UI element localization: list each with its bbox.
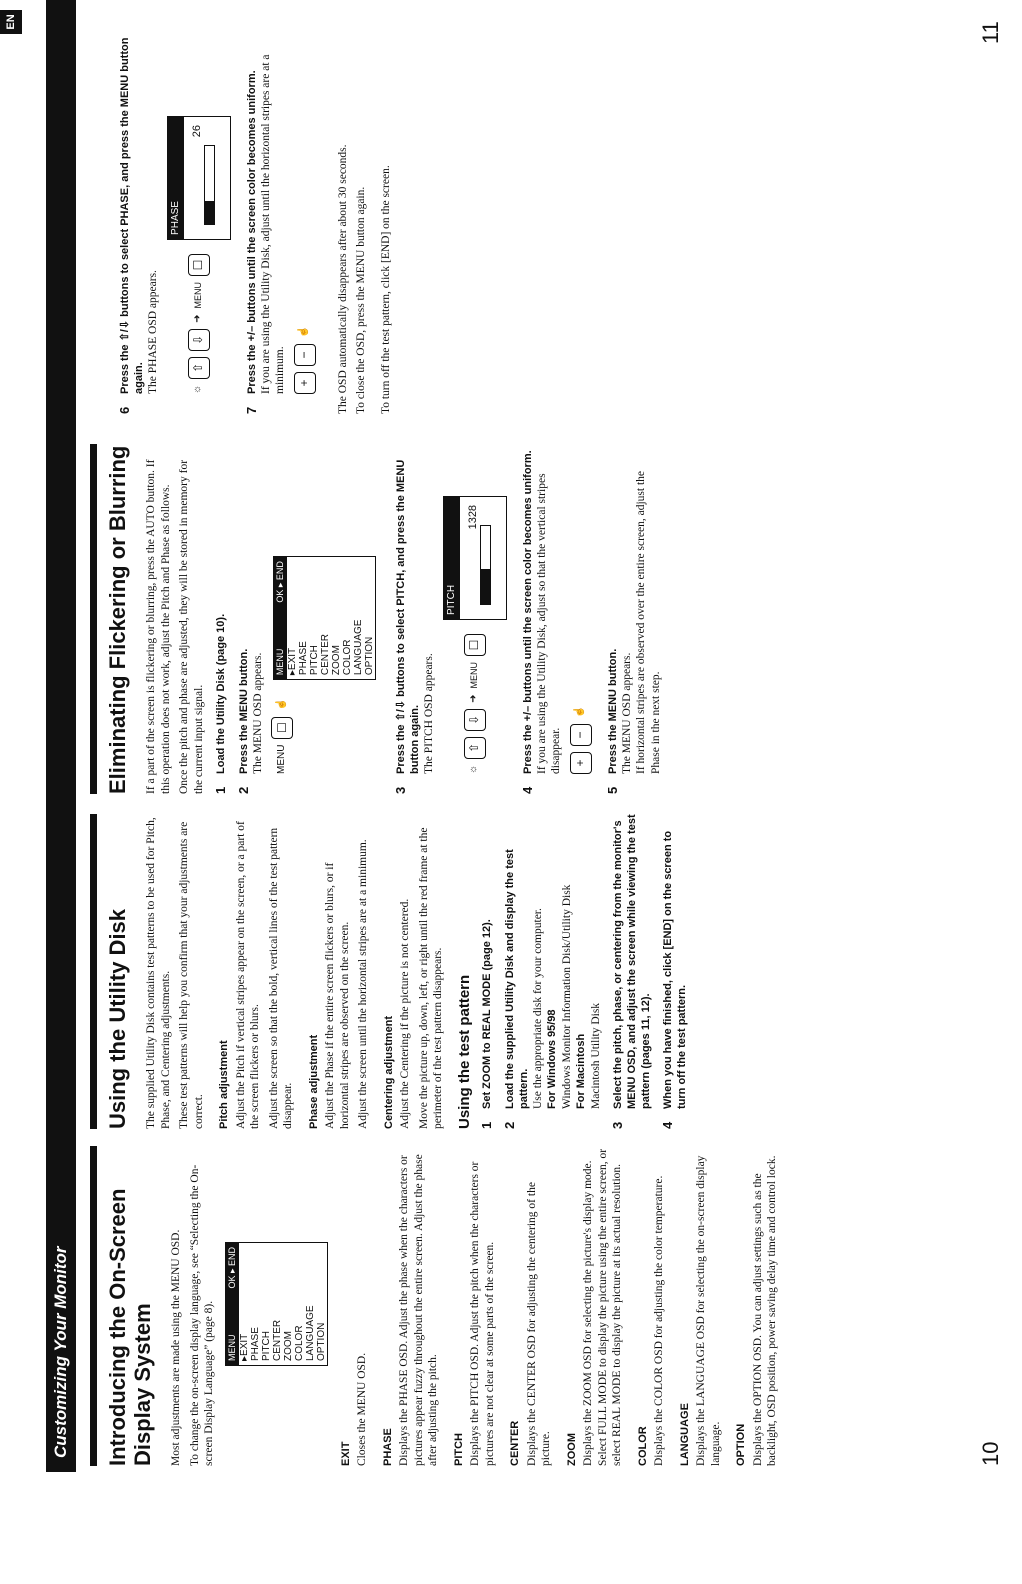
term-option: OPTION bbox=[735, 1423, 747, 1466]
intro-title: Introducing the On-Screen Display System bbox=[90, 1146, 155, 1466]
utility-step-1: 1 Set ZOOM to REAL MODE (page 12). bbox=[479, 919, 494, 1129]
pitch-level-bar bbox=[480, 525, 491, 605]
menu-button-icon-2: ☐ bbox=[464, 634, 486, 656]
plus-button-icon: + bbox=[570, 752, 592, 774]
utility-step-4: 4 When you have finished, click [END] on the screen to turn off the test pattern. bbox=[660, 830, 688, 1129]
phase-adjustment-p2: Adjust the screen until the horizontal stripes are at a minimum. bbox=[357, 839, 369, 1129]
pitch-adjustment-p1: Adjust the Pitch if vertical stripes appear on the screen, or a part of the screen flickers or blurs. bbox=[234, 821, 261, 1129]
menu-item-option: OPTION bbox=[315, 1322, 327, 1361]
flicker-step-4: 4 Press the +/– buttons until the screen color becomes uniform. If you are using the Utility Disk, adjust so that the vertical stripes disappear. + − ☝ bbox=[521, 444, 598, 794]
intro-menu-osd bbox=[225, 1242, 328, 1366]
term-zoom-desc: Displays the ZOOM OSD for selecting the picture's display mode. Select FULL MODE to display the picture using the entire screen, or select REAL MODE to display the picture at its actual resolution. bbox=[582, 1148, 623, 1466]
term-color-desc: Displays the COLOR OSD for adjusting the color temperature. bbox=[653, 1175, 665, 1466]
intro-column bbox=[90, 1146, 784, 1466]
term-pitch: PITCH bbox=[452, 1433, 465, 1466]
menu-item-color: COLOR bbox=[293, 1325, 305, 1361]
up-arrow-button-icon-2: ⇧ bbox=[188, 357, 210, 379]
flicker-column-1 bbox=[90, 444, 667, 794]
flicker-column-2 bbox=[110, 34, 397, 414]
note-close-osd: To close the OSD, press the MENU button again. bbox=[355, 186, 367, 414]
page-number-right: 11 bbox=[978, 21, 1003, 44]
centering-adjustment-p2: Move the picture up, down, left, or right until the red frame at the perimeter of the test pattern disappears. bbox=[417, 827, 444, 1129]
intro-menu-osd-title: MENU OK ▸ END bbox=[226, 1243, 239, 1365]
intro-paragraph-1: Most adjustments are made using the MENU OSD. bbox=[170, 1229, 182, 1466]
utility-paragraph-1: The supplied Utility Disk contains test patterns to be used for Pitch, Phase, and Centering adjustments. bbox=[145, 817, 172, 1129]
pitch-adjustment-p2: Adjust the screen so that the bold, vertical lines of the test pattern disappear. bbox=[267, 827, 294, 1129]
phase-osd: PHASE 26 bbox=[167, 116, 231, 240]
arrow-right-icon: ➜ bbox=[468, 694, 480, 703]
term-center: CENTER bbox=[509, 1420, 521, 1466]
intro-paragraph-2: To change the on-screen display language, see “Selecting the On-screen Display Language” (page 8). bbox=[188, 1164, 215, 1466]
term-phase: PHASE bbox=[381, 1428, 394, 1466]
test-pattern-title: Using the test pattern bbox=[455, 974, 473, 1129]
menu-item-exit: ▸EXIT bbox=[238, 1333, 250, 1361]
phase-adjustment-heading: Phase adjustment bbox=[307, 1034, 320, 1129]
utility-column bbox=[90, 814, 693, 1129]
term-center-desc: Displays the CENTER OSD for adjusting the centering of the picture. bbox=[525, 1182, 552, 1466]
utility-paragraph-2: These test patterns will help you confirm that your adjustments are correct. bbox=[178, 821, 205, 1129]
utility-step-3: 3 Select the pitch, phase, or centering from the monitor's MENU OSD, and adjust the screen while viewing the test pattern (pages 11, 12). bbox=[610, 814, 652, 1129]
term-exit: EXIT bbox=[339, 1441, 352, 1466]
term-language: LANGUAGE bbox=[678, 1403, 691, 1466]
centering-adjustment-heading: Centering adjustment bbox=[382, 1015, 395, 1129]
note-auto-disappear: The OSD automatically disappears after about 30 seconds. bbox=[336, 144, 349, 414]
term-phase-desc: Displays the PHASE OSD. Adjust the phase when the characters or pictures appear fuzzy throughout the entire screen. Adjust the phase after adjusting the pitch. bbox=[398, 1154, 439, 1466]
plus-button-icon-2: + bbox=[294, 372, 316, 394]
flicker-step-3: 3 Press the ⇧/⇩ buttons to select PITCH, and press the MENU button again. The PITCH OSD appears. ☼ ⇧ ⇩ ➜ MENU ☐ PITCH 1328 bbox=[394, 444, 513, 794]
flicker-menu-osd: MENU OK ▸ END ▸EXIT PHASE PITCH CENTER ZOOM COLOR LANGUAGE OPTION bbox=[273, 556, 376, 680]
minus-button-icon: − bbox=[570, 724, 592, 746]
utility-step-2: 2 Load the supplied Utility Disk and display the test pattern. Use the appropriate disk for your computer. For Windows 95/98 Windows Monitor Information Disk/Utility Disk For Macintosh Macintosh Utility Disk bbox=[501, 849, 602, 1129]
term-option-desc: Displays the OPTION OSD. You can adjust settings such as the backlight, OSD position, power saving delay time and control lock. bbox=[751, 1155, 778, 1466]
pressing-hand-icon-2: ☝ bbox=[574, 705, 586, 718]
flicker-step-2: 2 Press the MENU button. The MENU OSD appears. MENU ☐ ☝ MENU OK ▸ END ▸EXIT PHASE PITCH CENTER ZOOM COLOR LANGUAGE OPTION bbox=[237, 444, 387, 794]
pitch-level-fill bbox=[481, 569, 490, 604]
menu-item-pitch: PITCH bbox=[260, 1331, 272, 1361]
menu-item-language: LANGUAGE bbox=[304, 1305, 316, 1361]
menu-item-center: CENTER bbox=[271, 1319, 283, 1361]
down-arrow-button-icon: ⇩ bbox=[464, 709, 486, 731]
flicker-step-6: 6 Press the ⇧/⇩ buttons to select PHASE, and press the MENU button again. The PHASE OSD appears. ☼ ⇧ ⇩ ➜ MENU ☐ PHASE 26 bbox=[118, 34, 237, 414]
note-turn-off-pattern: To turn off the test pattern, click [END] on the screen. bbox=[379, 165, 392, 414]
phase-level-bar bbox=[204, 145, 215, 225]
phase-level-fill bbox=[205, 201, 214, 224]
menu-button-icon: ☐ bbox=[271, 717, 293, 739]
menu-item-zoom: ZOOM bbox=[282, 1331, 294, 1361]
menu-key-label: MENU bbox=[275, 744, 287, 774]
language-badge: EN bbox=[0, 10, 22, 34]
menu-button-icon-3: ☐ bbox=[188, 254, 210, 276]
flicker-step-1: 1 Load the Utility Disk (page 10). bbox=[213, 613, 228, 794]
pitch-adjustment-heading: Pitch adjustment bbox=[218, 1040, 230, 1129]
pitch-osd: PITCH 1328 bbox=[443, 496, 507, 620]
flicker-paragraph-2: Once the pitch and phase are adjusted, they will be stored in memory for the current input signal. bbox=[178, 459, 205, 794]
right-header-bar bbox=[46, 0, 76, 804]
pressing-hand-icon-3: ☝ bbox=[298, 325, 310, 338]
term-language-desc: Displays the LANGUAGE OSD for selecting the on-screen display language. bbox=[695, 1155, 722, 1466]
term-zoom: ZOOM bbox=[565, 1433, 578, 1466]
centering-adjustment-p1: Adjust the Centering if the picture is not centered. bbox=[399, 898, 411, 1129]
menu-item-phase: PHASE bbox=[249, 1327, 261, 1361]
term-pitch-desc: Displays the PITCH OSD. Adjust the pitch when the characters or pictures are not clear at some parts of the screen. bbox=[469, 1161, 496, 1466]
utility-title: Using the Utility Disk bbox=[90, 814, 130, 1129]
flicker-title: Eliminating Flickering or Blurring bbox=[90, 444, 130, 794]
arrow-right-icon-2: ➜ bbox=[192, 314, 204, 323]
flicker-step-7: 7 Press the +/– buttons until the screen color becomes uniform. If you are using the Utility Disk, adjust until the horizontal stripes are at a minimum. + − ☝ bbox=[245, 34, 322, 414]
left-header-bar: Customizing Your Monitor bbox=[46, 0, 76, 1472]
brightness-icon-2: ☼ bbox=[192, 384, 204, 394]
minus-button-icon-2: − bbox=[294, 344, 316, 366]
down-arrow-button-icon-2: ⇩ bbox=[188, 329, 210, 351]
term-exit-desc: Closes the MENU OSD. bbox=[356, 1352, 368, 1466]
flicker-step-5: 5 Press the MENU button. The MENU OSD appears. If horizontal stripes are observed over the entire screen, adjust the Phase in the next step. bbox=[604, 470, 662, 794]
phase-adjustment-p1: Adjust the Phase if the entire screen flickers or blurs, or if horizontal stripes are observed on the screen. bbox=[324, 862, 351, 1129]
pressing-hand-icon: ☝ bbox=[275, 698, 287, 711]
up-arrow-button-icon: ⇧ bbox=[464, 737, 486, 759]
brightness-icon: ☼ bbox=[468, 764, 480, 774]
term-color: COLOR bbox=[636, 1426, 649, 1466]
page-number-left: 10 bbox=[978, 1441, 1003, 1466]
page-10 bbox=[0, 804, 1022, 1584]
flicker-paragraph-1: If a part of the screen is flickering or blurring, press the AUTO button. If this operation does not work, adjust the Pitch and Phase as follows. bbox=[145, 459, 172, 794]
